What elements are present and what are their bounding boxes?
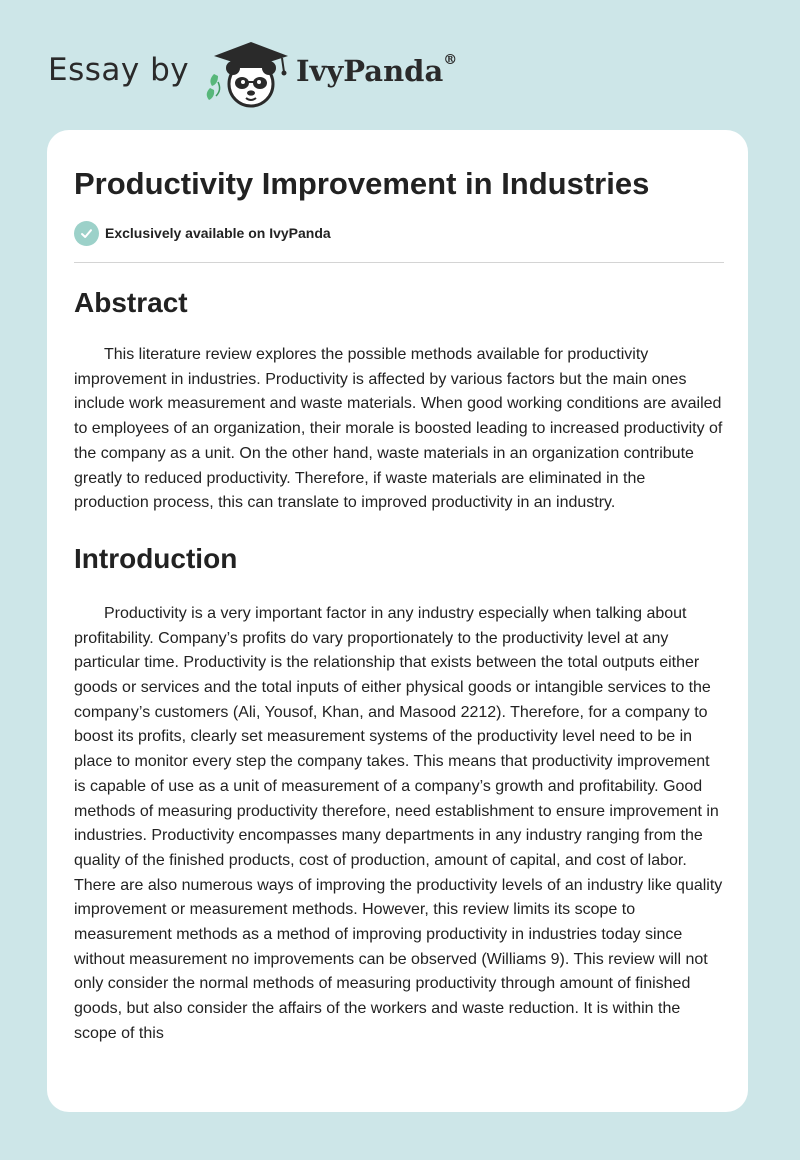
essay-card <box>47 130 748 1112</box>
availability-text: Exclusively available on IvyPanda <box>105 225 331 241</box>
section-heading-abstract: Abstract <box>74 287 188 318</box>
availability-badge <box>74 220 724 246</box>
registered-mark: ® <box>443 52 458 68</box>
panda-graduate-icon[interactable] <box>204 38 296 110</box>
brand-name: IvyPanda <box>296 54 444 88</box>
divider <box>74 262 724 263</box>
section-paragraph-abstract: This literature review explores the possible methods available for productivity improvement in industries. Productivity is affected by various factors but the main ones include work measurement and waste materials. When good working conditions are availed to employees of an organization, their morale is boosted leading to increased productivity of the company as a unit. On the other hand, waste materials in an organization contribute greatly to reduced productivity. Therefore, if waste materials are eliminated in the production process, this can translate to improved productivity in an industry. <box>74 346 723 512</box>
essay-by-label: Essay by <box>48 52 190 88</box>
section-paragraph-introduction: Productivity is a very important factor in any industry especially when talking about profitability. Company’s profits do vary proportionately to the productivity level at any particular time. Productivity is the relationship that exists between the total outputs either goods or services and the total inputs of either physical goods or intangible services to the company’s customers (Ali, Yousof, Khan, and Masood 2212). Therefore, for a company to boost its profits, clearly set measurement systems of the productivity level need to be in place to monitor every step the company takes. This means that productivity improvement is capable of use as a unit of measurement of a company’s growth and profitability. Good methods of measuring productivity therefore, need establishment to ensure improvement in industries. Productivity encompasses many departments in any industry ranging from the quality of the finished products, cost of production, amount of capital, and cost of labor. There are also numerous ways of improving the productivity levels of an industry like quality improvement or measurement methods. However, this review limits its scope to measurement methods as a method of improving productivity in industries today since without measurement no improvements can be observed (Williams 9). This review will not only consider the normal methods of measuring productivity through amount of finished goods, but also consider the affairs of the workers and waste reduction. It is within the scope of this <box>74 604 723 1042</box>
site-header <box>48 34 508 114</box>
ivypanda-logo-text[interactable] <box>296 54 457 88</box>
page-title: Productivity Improvement in Industries <box>74 166 650 201</box>
section-heading-introduction: Introduction <box>74 542 238 574</box>
essay-content <box>74 164 724 1047</box>
ivy-leaf-icon <box>207 74 220 100</box>
check-icon <box>74 221 99 246</box>
